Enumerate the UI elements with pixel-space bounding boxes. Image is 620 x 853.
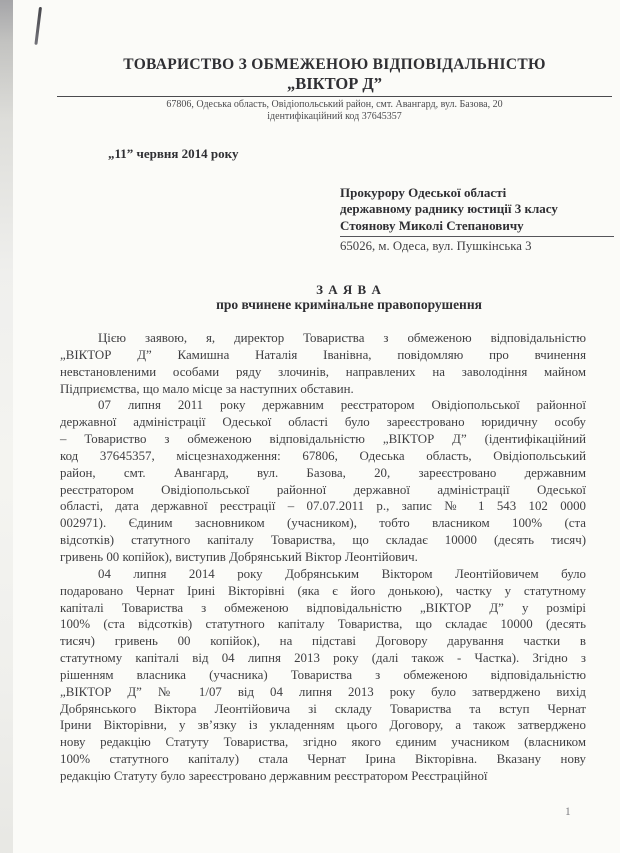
addressee-line: державному раднику юстиції 3 класу [340,201,558,217]
body-text-line: відсотків) статутного капіталу Товариства, що складає 10000 (десять тисяч) [60,533,586,548]
document-body [60,330,586,785]
body-text-line: 04 липня 2014 року Добрянським Віктором Леонтійовичем було [98,566,586,581]
body-text-line: Ірини Вікторівни, у зв’язку із укладенням цього Договору, а також затверджено [60,718,586,733]
body-text-line: державної адміністрації Одеської області було зареєстровано юридичну особу [60,415,586,430]
body-text-line: код 37645357, місцезнаходження: 67806, Одеська область, Овідіопольський [60,448,586,463]
scan-edge-shadow [0,0,13,853]
body-text-line: капіталі Товариства з обмеженою відповідальністю „ВІКТОР Д” у розмірі [60,600,586,615]
addressee-line: Стоянову Миколі Степановичу [340,217,524,233]
document-title: З А Я В А [316,282,382,297]
org-address-line: 67806, Одеська область, Овідіопольський район, смт. Авангард, вул. Базова, 20 [166,99,503,110]
addressee-address-line: 65026, м. Одеса, вул. Пушкінська 3 [340,239,532,254]
org-name-line2: „ВІКТОР Д” [286,74,383,93]
pen-mark [34,7,41,45]
letterhead [57,55,612,122]
document-date: „11” червня 2014 року [108,146,239,161]
body-text-line: тисяч) гривень 00 копійок), на підставі Договору дарування частки в [60,634,586,649]
body-text-line: 100% (ста відсотків) статутного капіталу Товариства, що складає 10000 (десять [60,617,586,632]
body-text-line: 07 липня 2011 року державним реєстратором Овідіопольської районної [98,398,586,413]
document-subtitle: про вчинене кримінальне правопорушення [216,297,482,312]
body-text-line: Підприємства, що мало місце за наступних обставин. [60,381,354,396]
body-text-line: гривень 00 копійок), виступив Добрянський Віктор Леонтійович. [60,549,418,564]
org-name-line1: ТОВАРИСТВО З ОБМЕЖЕНОЮ ВІДПОВІДАЛЬНІСТЮ [123,56,546,73]
body-text-line: статутному капіталі від 04 липня 2013 року (далі також - Частка). Згідно з [60,651,586,666]
addressee-block [340,185,614,254]
body-text-line: реєстратором Овідіопольської районної державної адміністрації Одеської [60,482,586,497]
body-text-line: район, смт. Авангард, вул. Базова, 20, зареєстровано державним [60,465,586,480]
page-number: 1 [565,806,571,818]
body-text-line: Цією заявою, я, директор Товариства з обмеженою відповідальністю [98,331,586,345]
body-text-line: Добрянського Віктора Леонтійовича зі складу Товариства та вступ Чернат [60,701,586,716]
body-text-line: „ВІКТОР Д” № 1/07 від 04 липня 2013 року було затверджено вихід [60,684,586,699]
body-text-line: 002971). Єдиним засновником (учасником), тобто власником 100% (ста [60,516,586,531]
org-id-code-line: ідентифікаційний код 37645357 [267,110,402,122]
body-text-line: області, дата державної реєстрації – 07.07.2011 р., запис № 1 543 102 0000 [60,499,586,514]
body-text-line: – Товариство з обмеженою відповідальністю „ВІКТОР Д” (ідентифікаційний [60,432,586,447]
body-text-line: 100% статутного капіталу) стала Чернат Ірина Вікторівна. Вказану нову [60,752,586,767]
body-text-line: подаровано Чернат Ірині Вікторівні (яка є його донькою), частку у статутному [60,583,586,598]
addressee-rule [340,236,614,237]
body-text-line: невстановленими особами ряду злочинів, направлених на заволодіння майном [60,364,586,379]
document-title-block [60,282,586,313]
body-text-line: редакцію Статуту було зареєстровано державним реєстратором Реєстраційної [60,768,488,783]
body-text-line: нову редакцію Статуту Товариства, згідно якого єдиним учасником (власником [60,735,586,750]
addressee-line: Прокурору Одеської області [340,185,507,200]
body-text-line: „ВІКТОР Д” Камишна Наталія Іванівна, повідомляю про вчинення [60,347,586,362]
letterhead-rule [57,96,612,97]
body-text-line: рішенням власника (учасника) Товариства з обмеженою відповідальністю [60,667,586,682]
